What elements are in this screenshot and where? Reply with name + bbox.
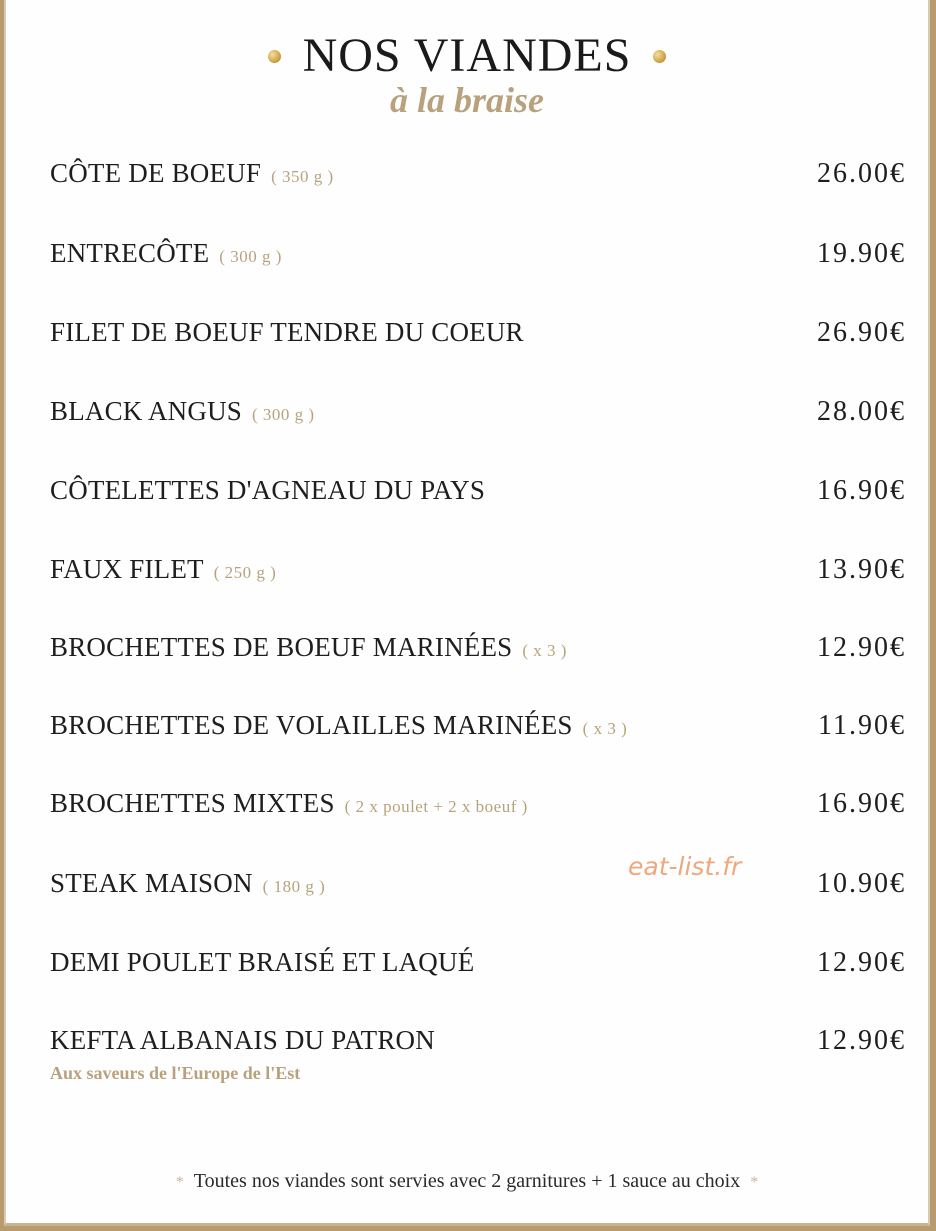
item-note: ( 300 g ) <box>251 405 315 424</box>
item-name-wrap <box>50 317 524 348</box>
item-name: FAUX FILET <box>50 554 204 584</box>
gold-dot-icon <box>268 50 281 63</box>
item-price: 28.00€ <box>817 396 906 427</box>
item-name: ENTRECÔTE <box>50 238 210 268</box>
item-price: 12.90€ <box>817 947 906 978</box>
item-name: BROCHETTES DE VOLAILLES MARINÉES <box>50 710 573 740</box>
item-price: 12.90€ <box>817 1025 906 1056</box>
item-note: ( 2 x poulet + 2 x boeuf ) <box>344 797 528 816</box>
item-description: Aux saveurs de l'Europe de l'Est <box>50 1063 301 1083</box>
item-name-wrap <box>50 788 528 819</box>
menu-item <box>50 396 906 436</box>
menu-header <box>6 26 928 120</box>
menu-item <box>50 475 906 515</box>
footer-note: Toutes nos viandes sont servies avec 2 garnitures + 1 sauce au choix <box>193 1170 741 1192</box>
item-price: 26.00€ <box>817 158 906 189</box>
item-name: CÔTELETTES D'AGNEAU DU PAYS <box>50 475 486 505</box>
item-name: CÔTE DE BOEUF <box>50 158 262 188</box>
menu-item <box>50 788 906 828</box>
item-name-wrap <box>50 632 567 663</box>
menu-item <box>50 1025 906 1095</box>
item-note: ( x 3 ) <box>522 641 567 660</box>
menu-footer <box>6 1170 928 1193</box>
item-name-wrap <box>50 868 325 899</box>
item-name: DEMI POULET BRAISÉ ET LAQUÉ <box>50 947 475 977</box>
item-name-wrap <box>50 475 485 506</box>
item-name-wrap <box>50 396 315 427</box>
item-note: ( 180 g ) <box>262 877 326 896</box>
watermark: eat-list.fr <box>628 852 742 881</box>
item-price: 13.90€ <box>817 554 906 585</box>
item-name-wrap <box>50 947 474 978</box>
item-price: 26.90€ <box>817 317 906 348</box>
menu-item <box>50 238 906 278</box>
item-price: 11.90€ <box>818 710 906 741</box>
menu-item <box>50 868 906 908</box>
item-name-wrap <box>50 554 276 585</box>
item-note: ( x 3 ) <box>582 719 628 738</box>
menu-item <box>50 158 906 198</box>
item-name: KEFTA ALBANAIS DU PATRON <box>50 1025 435 1055</box>
asterisk-icon: * <box>750 1174 759 1191</box>
item-name-wrap <box>50 710 627 741</box>
item-note: ( 350 g ) <box>271 167 334 186</box>
menu-item <box>50 554 906 594</box>
item-price: 19.90€ <box>817 238 906 269</box>
menu-item <box>50 632 906 672</box>
item-price: 10.90€ <box>817 868 906 899</box>
item-note: ( 250 g ) <box>213 563 277 582</box>
gold-dot-icon <box>653 50 666 63</box>
item-name-wrap <box>50 238 282 269</box>
menu-item <box>50 947 906 987</box>
item-price: 16.90€ <box>817 475 906 506</box>
menu-subtitle: à la braise <box>389 80 544 120</box>
menu-item <box>50 710 906 750</box>
item-name-wrap <box>50 158 334 189</box>
title-row <box>6 26 928 86</box>
menu-item <box>50 317 906 357</box>
menu-page <box>4 0 930 1226</box>
item-name: FILET DE BOEUF TENDRE DU COEUR <box>50 317 524 347</box>
item-note: ( 300 g ) <box>219 247 282 266</box>
item-name: BLACK ANGUS <box>50 396 242 426</box>
menu-title: NOS VIANDES <box>302 29 632 82</box>
item-name-wrap <box>50 1025 435 1056</box>
asterisk-icon: * <box>175 1174 184 1191</box>
item-price: 16.90€ <box>817 788 906 819</box>
item-name: BROCHETTES MIXTES <box>50 788 335 818</box>
item-name: STEAK MAISON <box>50 868 253 898</box>
item-price: 12.90€ <box>817 632 906 663</box>
item-name: BROCHETTES DE BOEUF MARINÉES <box>50 632 513 662</box>
